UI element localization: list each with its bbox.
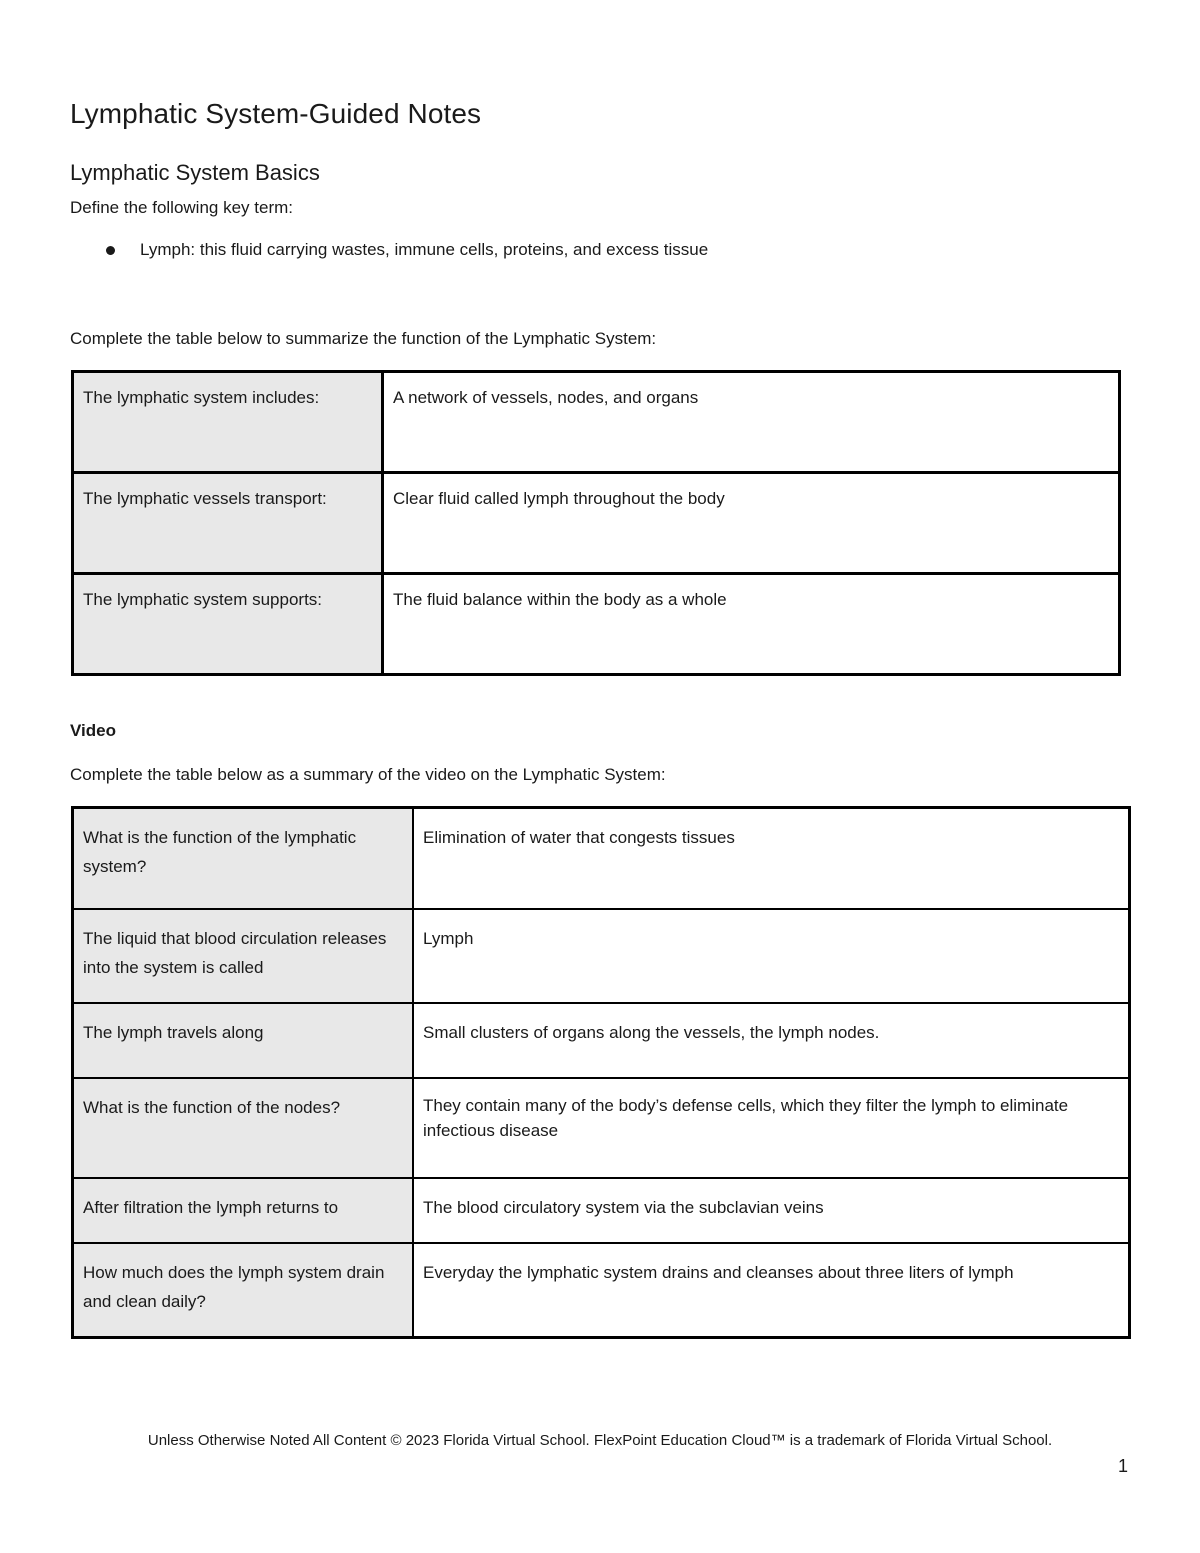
row-answer: They contain many of the body’s defense cells, which they filter the lymph to eliminate infectious disease	[413, 1078, 1130, 1178]
table1-instruction: Complete the table below to summarize the function of the Lymphatic System:	[70, 329, 657, 348]
row-label: The lymphatic vessels transport:	[73, 473, 383, 574]
row-label: The lymphatic system supports:	[73, 574, 383, 675]
table-row	[73, 473, 1120, 574]
bullet-icon	[106, 246, 115, 255]
footer-copyright: Unless Otherwise Noted All Content © 2023 Florida Virtual School. FlexPoint Education Cloud™ is a trademark of Florida Virtual School.	[147, 1432, 1053, 1449]
row-answer: The blood circulatory system via the subclavian veins	[413, 1178, 1130, 1243]
key-term-text: Lymph: this fluid carrying wastes, immune cells, proteins, and excess tissue	[140, 240, 709, 259]
row-label: The lymph travels along	[73, 1003, 414, 1078]
table-row	[73, 1243, 1130, 1338]
row-label: What is the function of the nodes?	[73, 1078, 414, 1178]
define-instruction: Define the following key term:	[70, 198, 293, 217]
table-row	[73, 808, 1130, 909]
table-row	[73, 574, 1120, 675]
key-term-list	[70, 240, 708, 260]
row-answer: Lymph	[413, 909, 1130, 1003]
row-label: How much does the lymph system drain and clean daily?	[73, 1243, 414, 1338]
row-label: The liquid that blood circulation releases into the system is called	[73, 909, 414, 1003]
row-label: After filtration the lymph returns to	[73, 1178, 414, 1243]
row-label: The lymphatic system includes:	[73, 372, 383, 473]
page-number: 1	[1117, 1456, 1128, 1476]
section-heading-video: Video	[70, 721, 116, 740]
table2-instruction: Complete the table below as a summary of the video on the Lymphatic System:	[70, 765, 666, 784]
video-summary-table	[71, 806, 1131, 1339]
row-answer: Clear fluid called lymph throughout the body	[383, 473, 1120, 574]
row-answer: The fluid balance within the body as a whole	[383, 574, 1120, 675]
row-answer: Small clusters of organs along the vessels, the lymph nodes.	[413, 1003, 1130, 1078]
table-row	[73, 1078, 1130, 1178]
table-row	[73, 1178, 1130, 1243]
function-summary-table	[71, 370, 1121, 676]
table-row	[73, 1003, 1130, 1078]
row-label: What is the function of the lymphatic system?	[73, 808, 414, 909]
row-answer: A network of vessels, nodes, and organs	[383, 372, 1120, 473]
page-title: Lymphatic System-Guided Notes	[70, 98, 482, 129]
list-item	[70, 240, 708, 260]
row-answer: Elimination of water that congests tissues	[413, 808, 1130, 909]
table-row	[73, 909, 1130, 1003]
table-row	[73, 372, 1120, 473]
section-heading-basics: Lymphatic System Basics	[70, 160, 320, 185]
row-answer: Everyday the lymphatic system drains and cleanses about three liters of lymph	[413, 1243, 1130, 1338]
